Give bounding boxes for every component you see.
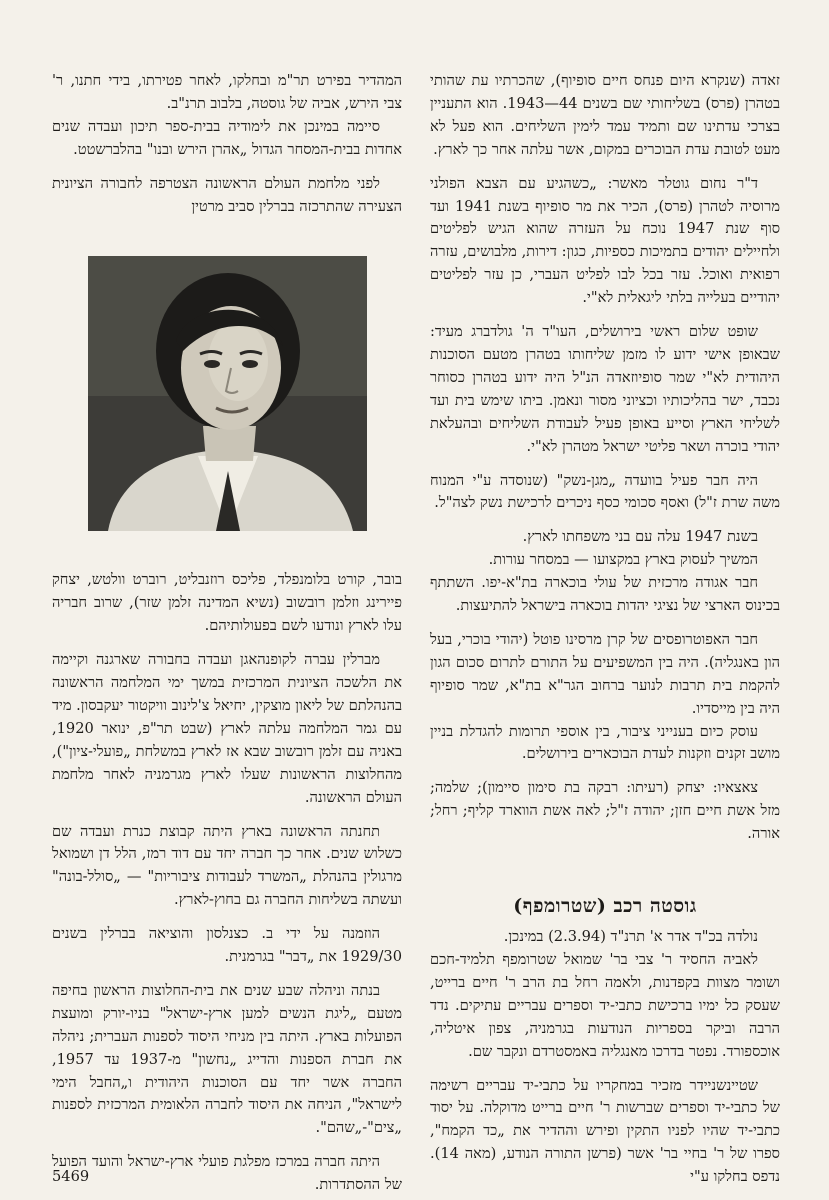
paragraph: מברלין עברה לקופנהאגן ועבדה בחבורה שארגנה וקיימה את הלשכה הציונית המרכזית במשך ימי המלחמה הראשונה בהנהלתם של ליאון מוצקין, יחיאל צ'לינוב וויקטור יעקבסון. מיד עם גמר המלחמה עלתה לארץ (שבט תר"פ, ינואר 1920, באניה עם זלמן רובשוב שבא אז לארץ במשלחת „פועלי-ציון"), מהחלוצות הראשונות שעלו לארץ מגרמניה לאחר מלחמת העולם הראשונה. bbox=[52, 651, 402, 806]
paragraph: ד"ר נחום גוטלר מאשר: „כשהגיע עם הצבא הפולני מרוסיה לטהרן (פרס), הכיר את מר סופיוף בשנת 1941 ועד סוף שנת 1947 נוכח על העזרה שהוא הגיש לפליטים ולחיילים יהודים בתמיכות כספיות, כגון: דירות, מלבושים, עזרה רפואית ואוכל. עזר בכל לבו לפליט העברי, כן עזר לפליטים יהודיים בעלייה בלתי ליגאלית לא"י. bbox=[430, 174, 780, 307]
paragraph: עוסק כיום בענייני ציבור, בין אוספי תרומות להגדלת בניין מושב זקנים וזקנות לעדת הבוכארים בירושלים. bbox=[430, 722, 780, 763]
paragraph: היה חבר פעיל בוועדה „מגן-נשק" (שנוסדה ע"י המנוח משה שרת ז"ל) ואסף סכומי כסף ניכרים לרכישת נשק לצה"ל. bbox=[430, 471, 780, 512]
page-number: 5469 bbox=[52, 1168, 90, 1185]
portrait-photo bbox=[88, 256, 367, 531]
paragraph: בנתה וניהלה שבע שנים את בית-החלוצות הראשון בחיפה מטעם „ליגת הנשים למען ארץ-ישראל" בניו-יורק ומועצת הפועלות בארץ. היתה בין מניחי היסוד לספנות העברית; ניהלה את חברת הספנות והדייג „נחשון" מ-1937 עד 1957, החברה אשר יחד עם הסוכנות היהודית ו„החבל הימי לישראל", הניחה את היסוד לחברה הלאומית המרכזית לספנות „צים"-„שהם". bbox=[52, 981, 402, 1137]
section-heading: גוסטה רכב (שטרומפף) bbox=[513, 895, 697, 918]
portrait-photo-image bbox=[88, 256, 367, 531]
paragraph: חבר אגודה מרכזית של עולי בוכארה בת"א-יפו. השתתף בכינוס הארצי של נציגי יהדות בוכארה בישראל להתיעצות. bbox=[430, 574, 780, 615]
paragraph: צאצאיו: יצחק (רעיתו: רבקה בת סימון סיימון); שלמה; מזל אשת חיים חזן; יהודה ז"ל; לאה אשת הווארד קליף; רחל; אורה. bbox=[430, 779, 780, 843]
paragraph: לפני מלחמת העולם הראשונה הצטרפה לחבורה הציונית הצעירה שהתרכזה בברלין סביב מרטין bbox=[52, 174, 402, 215]
paragraph: בשנת 1947 עלה עם בני משפחתו לארץ. bbox=[522, 528, 758, 546]
right-column bbox=[430, 70, 780, 1189]
paragraph: היתה חברה במרכז מפלגת פועלי ארץ-ישראל והועד הפועל של ההסתדרות. bbox=[52, 1153, 402, 1194]
paragraph: שטיינשניידר מזכיר במחקריו על כתבי-יד עבריים רשימה של כתבי-יד וספרים שברשות ר' חיים ברייט מדוקלה. על יסוד כתבי-יד שהיו לפניו התקין ופירש וההדיר את „כד הקמח", ספרו של ר' בחיי בר' אשר (פרשן התורה הנודע, (מאה 14). נדפס בחלקו ע"י bbox=[430, 1076, 780, 1186]
paragraph: שופט שלום ראשי בירושלים, העו"ד ה' גולדברג מעיד: שבאופן אישי ידוע לו מזמן שליחותו בטהרן מטעם הסוכנות היהודית לא"י שמר סופיוזאדה הנ"ל היה ידוע בטהרן כסוחר נכבד, ישר בהליכותיו וכציוני מסור ונאמן. ביתו שימש בית ועד לשליחי הארץ וסייע באופן פעיל לעבודת השליחים ובהעלאת יהודי בוכרה ושאר פליטי ישראל מטהרן לא"י. bbox=[430, 323, 780, 455]
left-column bbox=[52, 70, 402, 1197]
paragraph: זאדה (שנקרא היום פנחס חיים סופיוף), שהכרתיו עת שהותי בטהרן (פרס) בשליחותי שם בשנים 44—1943. הוא התעניין בצרכי עדתינו שם ותמיד עמד לימין השליחים. הוא פעל לא מעט לטובת עדת הבוכרים במקום, אשר עלתה אחר כך לארץ. bbox=[430, 72, 780, 158]
paragraph: לאביה החסיד ר' צבי בר' שמואל שטרומפף תלמיד-חכם ושומר מצוות בקפדנות, ולאמה רחל בת הרב ר' חיים ברייט, שעסק כל ימיו ברכישת כתבי-יד וספרים עבריים עתיקים. נדד הרבה וביקר בספריות הנודעות בגרמניה, צפון איטליה, אוכספורד. נפטר בדרכו מאנגליה באמסטרדם ונקבר שם. bbox=[430, 951, 780, 1060]
paragraph: בובר, קורט בלומנפלד, פליכס רוזנבליט, רוברט וולטש, יצחק פיירינג וזלמן רובשוב (נשיא המדינה זלמן שזר), שרוב חבריה עלו לארץ ונודעו לשם בפעולותיהם. bbox=[52, 571, 402, 635]
paragraph: נולדה בכ"ד אדר א' תרנ"ד (2.3.94) במינכן. bbox=[503, 928, 758, 946]
paragraph: תחנתה הראשונה בארץ היתה קבוצת כנרת ועבדה שם כשלוש שנים. אחר כך חברה יחד עם דוד רמז, הלל דן ושמואל מרגולין בהנהלת „המשרד לעבודות ציבוריות" — „סולל-בונה" ועשתה בשליחות החברה גם בחוץ-לארץ. bbox=[52, 822, 402, 909]
paragraph: המהדיר בפירט תר"מ ובחלקו, לאחר פטירתו, בידי חתנו, ר' צבי הירש, אביה של גוסטה, בלבוב תרנ"ב. bbox=[52, 72, 402, 112]
paragraph: המשיך לעסוק בארץ במקצועו — במסחר עורות. bbox=[488, 551, 758, 569]
paragraph: הוזמנה על ידי ב. כצנלסון והוציאה בברלין בשנים 1929/30 את „דבר" בגרמנית. bbox=[52, 925, 402, 966]
paragraph: חבר האפוטרופסים של קרן מרסינו פוטל (יהודי בוכרי, בעל הון באנגליה). היה בין המשפיעים על התורם לתרום סכום הגון להקמת בית תרבות לנוער ברחוב הגר"א בת"א, שמר סופיוף היה בין מייסדיו. bbox=[430, 630, 780, 717]
paragraph: סיימה במינכן את לימודיה בבית-ספר תיכון ועבדה שנים אחדות בבית-המסחר הגדול „אהרן הירש ובנו" בהלברשטט. bbox=[52, 117, 402, 158]
